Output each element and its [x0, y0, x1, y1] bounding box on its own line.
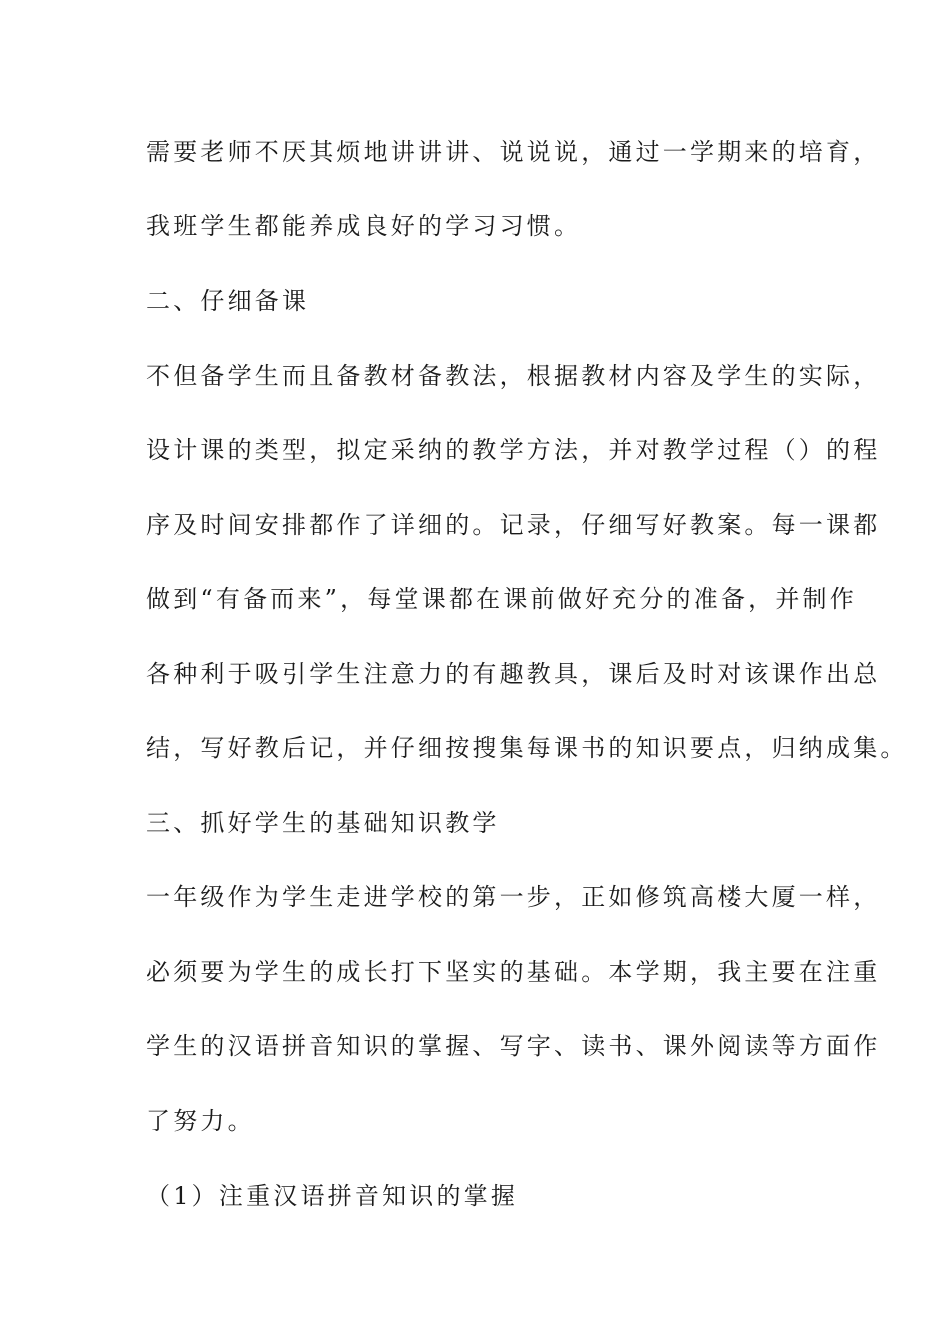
paragraph-line: 学生的汉语拼音知识的掌握、写字、读书、课外阅读等方面作: [146, 1032, 881, 1060]
section-heading: 三、抓好学生的基础知识教学: [146, 809, 500, 837]
paragraph-line: 做到“有备而来”，每堂课都在课前做好充分的准备，并制作: [146, 585, 857, 613]
paragraph-line: 各种利于吸引学生注意力的有趣教具，课后及时对该课作出总: [146, 660, 881, 688]
paragraph-line: 必须要为学生的成长打下坚实的基础。本学期，我主要在注重: [146, 958, 881, 986]
paragraph-line: 序及时间安排都作了详细的。记录，仔细写好教案。每一课都: [146, 511, 881, 539]
paragraph-line: 一年级作为学生走进学校的第一步，正如修筑高楼大厦一样，: [146, 883, 881, 911]
paragraph-line: 需要老师不厌其烦地讲讲讲、说说说，通过一学期来的培育，: [146, 138, 881, 166]
section-heading: 二、仔细备课: [146, 287, 310, 315]
paragraph-line: 结，写好教后记，并仔细按搜集每课书的知识要点，归纳成集。: [146, 734, 908, 762]
paragraph-line: 不但备学生而且备教材备教法，根据教材内容及学生的实际，: [146, 362, 881, 390]
paragraph-line: 我班学生都能养成良好的学习习惯。: [146, 212, 582, 240]
paragraph-line: 设计课的类型，拟定采纳的教学方法，并对教学过程（）的程: [146, 436, 881, 464]
paragraph-line: 了努力。: [146, 1107, 255, 1135]
subsection-heading: （1）注重汉语拼音知识的掌握: [146, 1182, 519, 1210]
